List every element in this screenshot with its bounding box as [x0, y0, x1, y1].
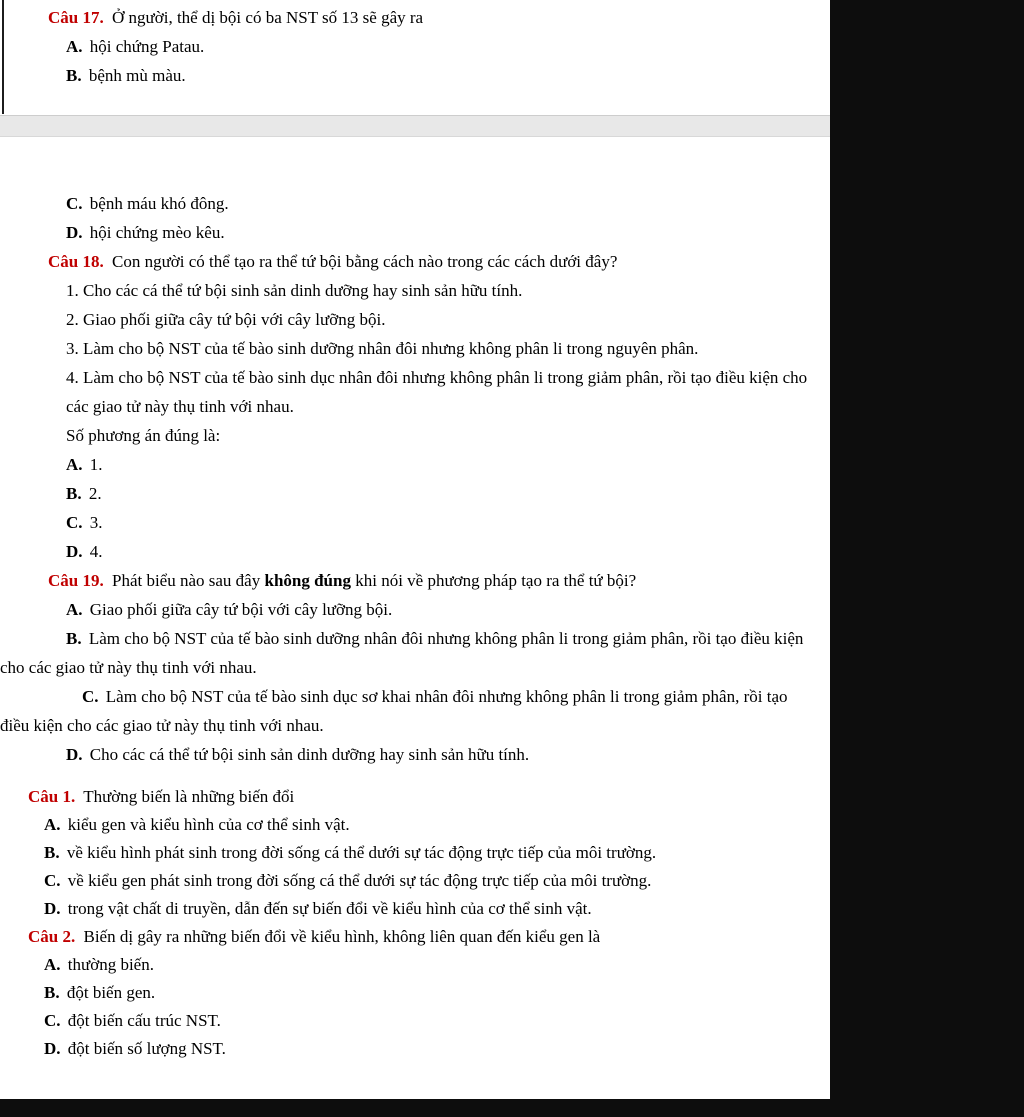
option-text: kiểu gen và kiểu hình của cơ thể sinh vật.: [67, 815, 350, 834]
option-text: đột biến số lượng NST.: [67, 1039, 226, 1058]
option-letter: C.: [66, 194, 83, 213]
list-item-text: 4. Làm cho bộ NST của tế bào sinh dục nhân đôi nhưng không phân li trong giảm phân, rồi tạo điều kiện cho các giao tử này thụ tinh với nhau.: [66, 368, 808, 416]
option-row: [44, 979, 830, 1007]
list-item-text: 3. Làm cho bộ NST của tế bào sinh dưỡng nhân đôi nhưng không phân li trong nguyên phân.: [66, 339, 699, 358]
second-part: [0, 783, 830, 1063]
option-letter: A.: [66, 455, 83, 474]
option-letter: A.: [66, 37, 83, 56]
option-row: [44, 1035, 830, 1063]
option-letter: A.: [44, 815, 61, 834]
option-row: [44, 867, 830, 895]
left-border-line: [2, 0, 4, 114]
question-1-row: [28, 783, 830, 811]
option-letter: B.: [66, 484, 82, 503]
prompt-text: Số phương án đúng là:: [66, 426, 221, 445]
page-top-section: [0, 0, 830, 115]
option-text: trong vật chất di truyền, dẫn đến sự biến đổi về kiểu hình của cơ thể sinh vật.: [67, 899, 592, 918]
option-letter: C.: [44, 871, 61, 890]
option-text: Giao phối giữa cây tứ bội với cây lưỡng bội.: [89, 600, 393, 619]
question-number-label: Câu 2.: [28, 927, 76, 946]
option-letter: C.: [66, 513, 83, 532]
list-item-text: 2. Giao phối giữa cây tứ bội với cây lưỡng bội.: [66, 310, 386, 329]
option-text: thường biến.: [67, 955, 154, 974]
option-letter: C.: [44, 1011, 61, 1030]
option-letter: D.: [44, 899, 61, 918]
option-letter: B.: [66, 66, 82, 85]
option-text: hội chứng Patau.: [89, 37, 205, 56]
option-text: về kiểu hình phát sinh trong đời sống cá thể dưới sự tác động trực tiếp của môi trường.: [66, 843, 657, 862]
question-text-pre: Phát biểu nào sau đây: [111, 571, 261, 590]
option-letter: D.: [66, 745, 83, 764]
option-letter: A.: [44, 955, 61, 974]
option-row: [0, 682, 830, 740]
question-text-emphasis: không đúng: [264, 571, 351, 590]
option-text: Cho các cá thể tứ bội sinh sản dinh dưỡng hay sinh sản hữu tính.: [89, 745, 530, 764]
option-row: [66, 189, 830, 218]
page-break-bar: [0, 115, 830, 137]
option-text: 4.: [89, 542, 103, 561]
option-letter: B.: [66, 629, 82, 648]
option-row: [66, 537, 830, 566]
list-item: [66, 276, 830, 305]
option-text: bệnh máu khó đông.: [89, 194, 229, 213]
question-17-row: [48, 3, 830, 32]
option-letter: C.: [82, 687, 99, 706]
question-number-label: Câu 19.: [48, 571, 104, 590]
question-text: Biến dị gây ra những biến đổi về kiểu hình, không liên quan đến kiểu gen là: [83, 927, 601, 946]
question-number-label: Câu 18.: [48, 252, 104, 271]
list-item: [66, 363, 830, 421]
option-row: [44, 951, 830, 979]
option-row: [44, 839, 830, 867]
option-row: [66, 218, 830, 247]
question-text-post: khi nói về phương pháp tạo ra thể tứ bội?: [355, 571, 637, 590]
option-text: 1.: [89, 455, 103, 474]
option-text: về kiểu gen phát sinh trong đời sống cá thể dưới sự tác động trực tiếp của môi trường.: [67, 871, 652, 890]
option-row: [66, 450, 830, 479]
option-row: [44, 811, 830, 839]
option-text: đột biến gen.: [66, 983, 156, 1002]
option-text: 2.: [88, 484, 102, 503]
question-2-row: [28, 923, 830, 951]
option-row: [66, 508, 830, 537]
option-row: [44, 895, 830, 923]
option-letter: B.: [44, 983, 60, 1002]
option-row: [0, 624, 830, 682]
question-18-row: [48, 247, 830, 276]
option-row: [44, 1007, 830, 1035]
option-row: [66, 61, 830, 90]
option-text: 3.: [89, 513, 103, 532]
question-number-label: Câu 17.: [48, 8, 104, 27]
option-letter: D.: [66, 223, 83, 242]
option-text: Làm cho bộ NST của tế bào sinh dục sơ khai nhân đôi nhưng không phân li trong giảm phân, rồi tạo điều kiện cho các giao tử này thụ tinh với nhau.: [0, 687, 788, 735]
option-letter: A.: [66, 600, 83, 619]
question-prompt: [66, 421, 830, 450]
question-text: Con người có thể tạo ra thể tứ bội bằng cách nào trong các cách dưới đây?: [111, 252, 618, 271]
option-letter: D.: [66, 542, 83, 561]
list-item: [66, 305, 830, 334]
option-text: Làm cho bộ NST của tế bào sinh dưỡng nhân đôi nhưng không phân li trong giảm phân, rồi tạo điều kiện cho các giao tử này thụ tinh với nhau.: [0, 629, 804, 677]
question-text: Thường biến là những biến đổi: [83, 787, 295, 806]
question-19-row: [48, 566, 830, 595]
option-row: [66, 32, 830, 61]
question-number-label: Câu 1.: [28, 787, 76, 806]
option-letter: D.: [44, 1039, 61, 1058]
list-item: [66, 334, 830, 363]
option-row: [66, 479, 830, 508]
question-text: Ở người, thể dị bội có ba NST số 13 sẽ gây ra: [111, 8, 424, 27]
option-row: [66, 595, 830, 624]
option-row: [66, 740, 830, 769]
option-text: bệnh mù màu.: [88, 66, 186, 85]
option-text: đột biến cấu trúc NST.: [67, 1011, 221, 1030]
list-item-text: 1. Cho các cá thể tứ bội sinh sản dinh dưỡng hay sinh sản hữu tính.: [66, 281, 523, 300]
page-body-section: [0, 137, 830, 1063]
option-text: hội chứng mèo kêu.: [89, 223, 225, 242]
option-letter: B.: [44, 843, 60, 862]
